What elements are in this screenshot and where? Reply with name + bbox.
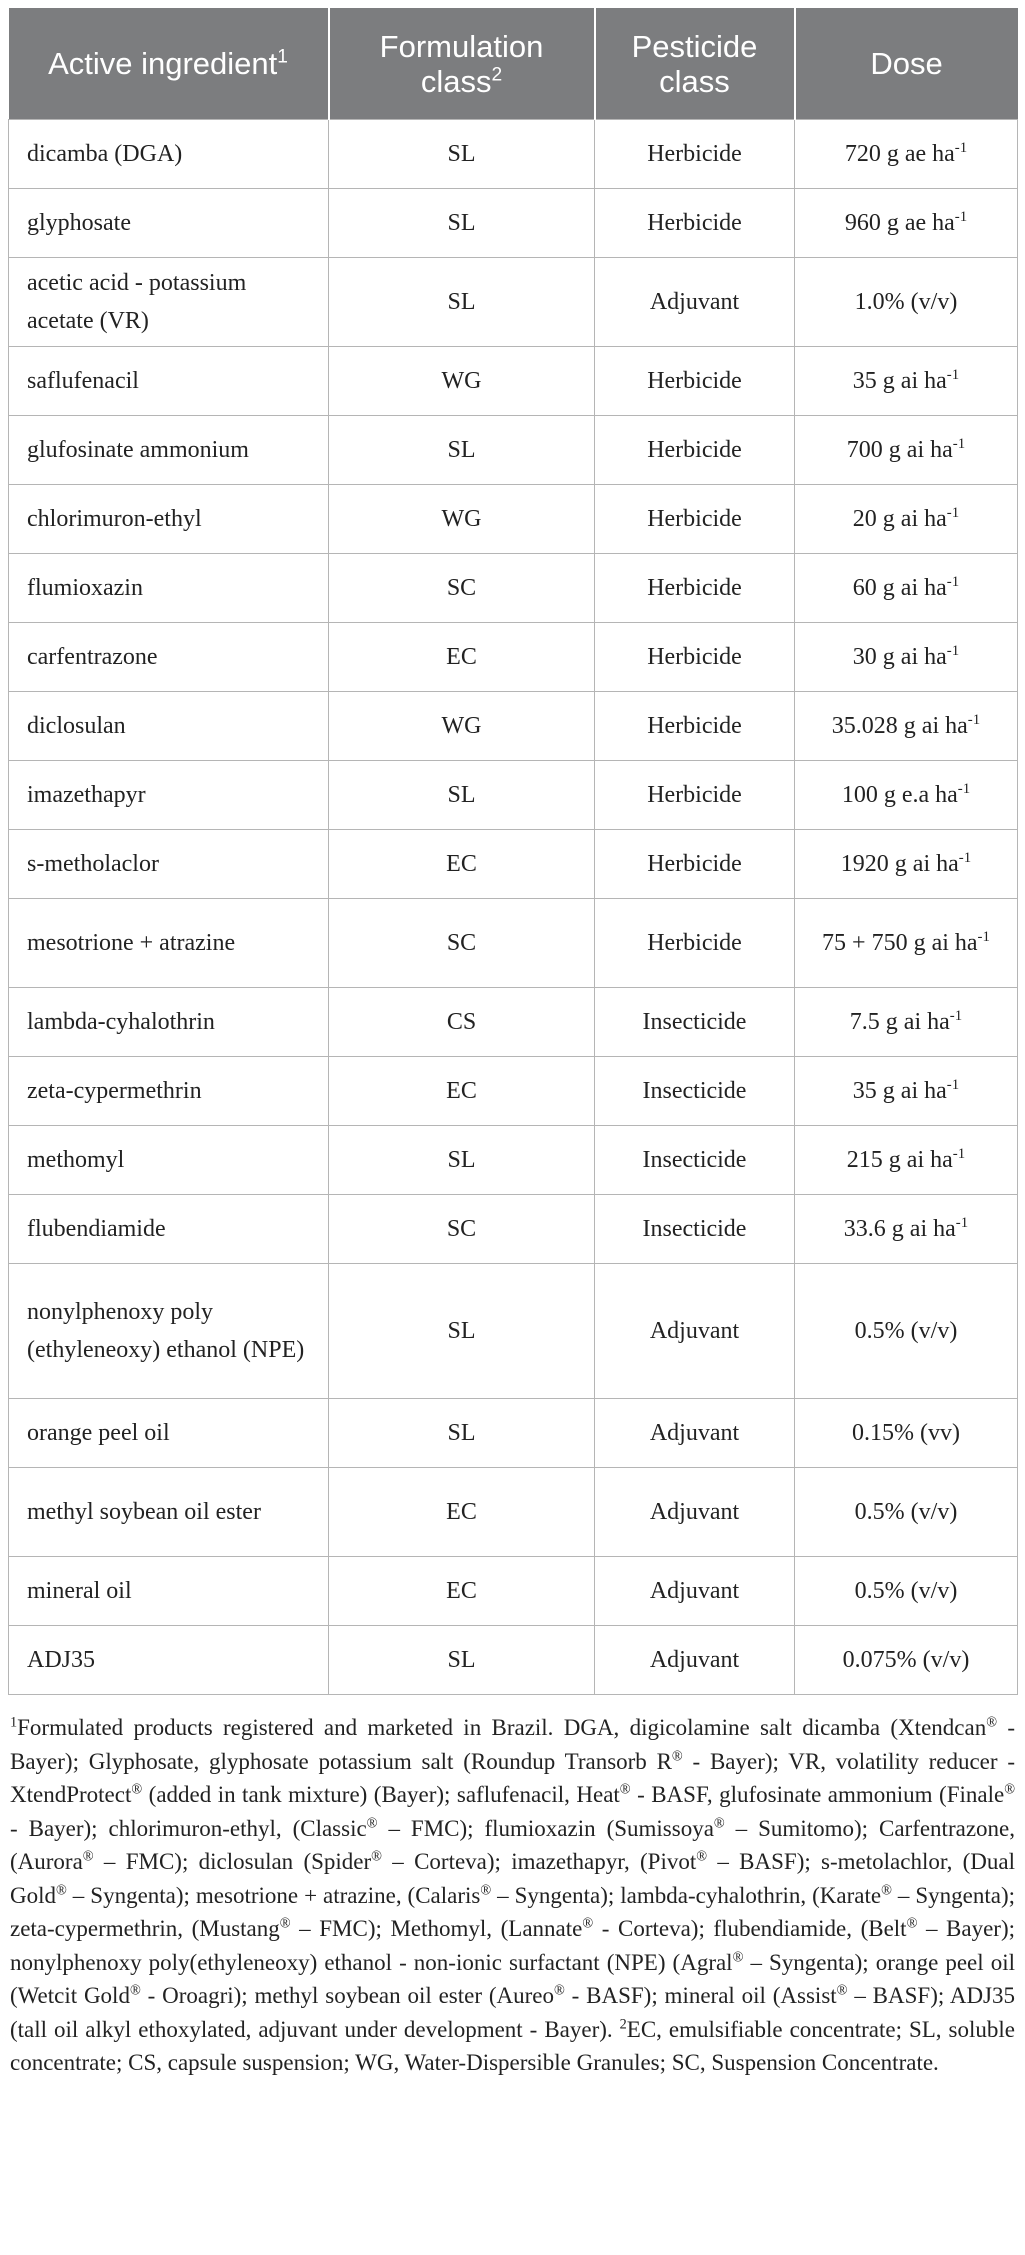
cell-active-ingredient: s-metholaclor <box>9 830 329 899</box>
cell-formulation-class: SL <box>329 1399 595 1468</box>
cell-formulation-class: EC <box>329 1557 595 1626</box>
cell-active-ingredient: saflufenacil <box>9 347 329 416</box>
cell-formulation-class: CS <box>329 988 595 1057</box>
cell-active-ingredient: mesotrione + atrazine <box>9 899 329 988</box>
cell-formulation-class: SL <box>329 1626 595 1695</box>
cell-pesticide-class: Adjuvant <box>595 1264 795 1399</box>
cell-pesticide-class: Insecticide <box>595 1126 795 1195</box>
table-row <box>9 1195 1018 1264</box>
cell-active-ingredient: imazethapyr <box>9 761 329 830</box>
table-row <box>9 347 1018 416</box>
cell-dose: 1920 g ai $ha^{-1}$ <box>795 830 1018 899</box>
cell-pesticide-class: Herbicide <box>595 623 795 692</box>
cell-formulation-class: WG <box>329 485 595 554</box>
cell-formulation-class: EC <box>329 1468 595 1557</box>
table-row <box>9 1264 1018 1399</box>
cell-formulation-class: WG <box>329 692 595 761</box>
cell-dose: 20 g ai $ha^{-1}$ <box>795 485 1018 554</box>
cell-pesticide-class: Insecticide <box>595 1195 795 1264</box>
cell-dose: 1.0% (v/v) <box>795 258 1018 347</box>
cell-pesticide-class: Adjuvant <box>595 1468 795 1557</box>
header-formulation-class: Formulation class$^2$ <box>329 8 595 120</box>
cell-formulation-class: SL <box>329 761 595 830</box>
cell-formulation-class: WG <box>329 347 595 416</box>
cell-active-ingredient: flubendiamide <box>9 1195 329 1264</box>
cell-dose: 33.6 g ai $ha^{-1}$ <box>795 1195 1018 1264</box>
table-row <box>9 485 1018 554</box>
cell-formulation-class: EC <box>329 623 595 692</box>
cell-dose: 35 g ai $ha^{-1}$ <box>795 1057 1018 1126</box>
cell-formulation-class: SL <box>329 1264 595 1399</box>
cell-dose: 35 g ai $ha^{-1}$ <box>795 347 1018 416</box>
cell-active-ingredient: acetic acid - potassium acetate (VR) <box>9 258 329 347</box>
cell-formulation-class: SC <box>329 899 595 988</box>
cell-dose: 0.15% (vv) <box>795 1399 1018 1468</box>
cell-active-ingredient: diclosulan <box>9 692 329 761</box>
cell-active-ingredient: methomyl <box>9 1126 329 1195</box>
cell-pesticide-class: Adjuvant <box>595 1399 795 1468</box>
cell-pesticide-class: Adjuvant <box>595 258 795 347</box>
cell-dose: 100 g e.a $ha^{-1}$ <box>795 761 1018 830</box>
cell-pesticide-class: Herbicide <box>595 189 795 258</box>
cell-active-ingredient: carfentrazone <box>9 623 329 692</box>
cell-dose: 30 g ai $ha^{-1}$ <box>795 623 1018 692</box>
cell-dose: 75 + 750 g ai $ha^{-1}$ <box>795 899 1018 988</box>
cell-formulation-class: EC <box>329 1057 595 1126</box>
table-row <box>9 988 1018 1057</box>
table-row <box>9 416 1018 485</box>
cell-pesticide-class: Herbicide <box>595 761 795 830</box>
cell-pesticide-class: Herbicide <box>595 830 795 899</box>
cell-pesticide-class: Herbicide <box>595 485 795 554</box>
table-row <box>9 1126 1018 1195</box>
cell-dose: 700 g ai $ha^{-1}$ <box>795 416 1018 485</box>
cell-dose: 0.075% (v/v) <box>795 1626 1018 1695</box>
cell-active-ingredient: nonylphenoxy poly (ethyleneoxy) ethanol (NPE) <box>9 1264 329 1399</box>
table-row <box>9 761 1018 830</box>
table-row <box>9 830 1018 899</box>
cell-formulation-class: SL <box>329 120 595 189</box>
cell-formulation-class: SL <box>329 258 595 347</box>
cell-pesticide-class: Insecticide <box>595 1057 795 1126</box>
cell-active-ingredient: ADJ35 <box>9 1626 329 1695</box>
header-dose: Dose <box>795 8 1018 120</box>
cell-formulation-class: SC <box>329 554 595 623</box>
table-row <box>9 1468 1018 1557</box>
table-row <box>9 1626 1018 1695</box>
table-row <box>9 1399 1018 1468</box>
table-row <box>9 554 1018 623</box>
table-container <box>8 8 1017 2080</box>
table-row <box>9 1557 1018 1626</box>
cell-active-ingredient: zeta-cypermethrin <box>9 1057 329 1126</box>
table-row <box>9 1057 1018 1126</box>
footnote-1: $^1$Formulated products registered and marketed in Brazil. DGA, digicolamine salt dicamba (Xtendcan® - Bayer); Glyphosate, glyphosate potassium salt (Roundup Transorb R® - Bayer); VR, volatility reducer - XtendProtect® (added in tank mixture) (Bayer); saflufenacil, Heat® - BASF, glufosinate ammonium (Finale® - Bayer); chlorimuron-ethyl, (Classic® – FMC); flumioxazin (Sumissoya® – Sumitomo); Carfentrazone, (Aurora® – FMC); diclosulan (Spider® – Corteva); imazethapyr, (Pivot® – BASF); s-metolachlor, (Dual Gold® – Syngenta); mesotrione + atrazine, (Calaris® – Syngenta); lambda-cyhalothrin, (Karate® – Syngenta); zeta-cypermethrin, (Mustang® – FMC); Methomyl, (Lannate® - Corteva); flubendiamide, (Belt® – Bayer); nonylphenoxy poly(ethyleneoxy) ethanol - non-ionic surfactant (NPE) (Agral® – Syngenta); orange peel oil (Wetcit Gold® - Oroagri); methyl soybean oil ester (Aureo® - BASF); mineral oil (Assist® – BASF); ADJ35 (tall oil alkyl ethoxylated, adjuvant under development - Bayer). $^2$EC, emulsifiable concentrate; SL, soluble concentrate; CS, capsule suspension; WG, Water-Dispersible Granules; SC, Suspension Concentrate. <box>10 1714 1016 2075</box>
cell-formulation-class: SL <box>329 1126 595 1195</box>
cell-pesticide-class: Herbicide <box>595 899 795 988</box>
cell-pesticide-class: Adjuvant <box>595 1626 795 1695</box>
cell-pesticide-class: Herbicide <box>595 120 795 189</box>
pesticide-table <box>8 8 1018 1695</box>
table-row <box>9 120 1018 189</box>
table-body <box>9 120 1018 1695</box>
cell-active-ingredient: chlorimuron-ethyl <box>9 485 329 554</box>
header-active-ingredient: Active ingredient$^1$ <box>9 8 329 120</box>
cell-active-ingredient: orange peel oil <box>9 1399 329 1468</box>
table-row <box>9 899 1018 988</box>
cell-dose: 0.5% (v/v) <box>795 1468 1018 1557</box>
cell-active-ingredient: glufosinate ammonium <box>9 416 329 485</box>
cell-active-ingredient: dicamba (DGA) <box>9 120 329 189</box>
cell-formulation-class: SL <box>329 189 595 258</box>
table-row <box>9 189 1018 258</box>
cell-active-ingredient: flumioxazin <box>9 554 329 623</box>
cell-dose: 960 g ae $ha^{-1}$ <box>795 189 1018 258</box>
cell-active-ingredient: glyphosate <box>9 189 329 258</box>
cell-formulation-class: EC <box>329 830 595 899</box>
cell-formulation-class: SC <box>329 1195 595 1264</box>
cell-pesticide-class: Herbicide <box>595 347 795 416</box>
table-row <box>9 692 1018 761</box>
cell-dose: 0.5% (v/v) <box>795 1557 1018 1626</box>
table-header-row <box>9 8 1018 120</box>
cell-pesticide-class: Herbicide <box>595 692 795 761</box>
cell-dose: 7.5 g ai $ha^{-1}$ <box>795 988 1018 1057</box>
cell-pesticide-class: Adjuvant <box>595 1557 795 1626</box>
cell-active-ingredient: methyl soybean oil ester <box>9 1468 329 1557</box>
footnote-2-text: EC, emulsifiable concentrate; SL, soluble concentrate; CS, capsule suspension; WG, Water-Dispersible Granules; SC, Suspension Concentrate. <box>10 2016 1015 2075</box>
cell-pesticide-class: Insecticide <box>595 988 795 1057</box>
cell-pesticide-class: Herbicide <box>595 554 795 623</box>
header-pesticide-class: Pesticide class <box>595 8 795 120</box>
cell-dose: 35.028 g ai $ha^{-1}$ <box>795 692 1018 761</box>
cell-active-ingredient: mineral oil <box>9 1557 329 1626</box>
footnote <box>8 1711 1017 2080</box>
footnote-1-text: Formulated products registered and marketed in Brazil. DGA, digicolamine salt dicamba (Xtendcan® - Bayer); Glyphosate, glyphosate potassium salt (Roundup Transorb R® - Bayer); VR, volatility reducer - XtendProtect® (added in tank mixture) (Bayer); saflufenacil, Heat® - BASF, glufosinate ammonium (Finale® - Bayer); chlorimuron-ethyl, (Classic® – FMC); flumioxazin (Sumissoya® – Sumitomo); Carfentrazone, (Aurora® – FMC); diclosulan (Spider® – Corteva); imazethapyr, (Pivot® – BASF); s-metolachlor, (Dual Gold® – Syngenta); mesotrione + atrazine, (Calaris® – Syngenta); lambda-cyhalothrin, (Karate® – Syngenta); zeta-cypermethrin, (Mustang® – FMC); Methomyl, (Lannate® - Corteva); flubendiamide, (Belt® – Bayer); nonylphenoxy poly(ethyleneoxy) ethanol - non-ionic surfactant (NPE) (Agral® – Syngenta); orange peel oil (Wetcit Gold® - Oroagri); methyl soybean oil ester (Aureo® - BASF); mineral oil (Assist® – BASF); ADJ35 (tall oil alkyl ethoxylated, adjuvant under development - Bayer). <box>10 1714 1016 2042</box>
cell-dose: 60 g ai $ha^{-1}$ <box>795 554 1018 623</box>
cell-formulation-class: SL <box>329 416 595 485</box>
table-row <box>9 623 1018 692</box>
table-row <box>9 258 1018 347</box>
cell-dose: 0.5% (v/v) <box>795 1264 1018 1399</box>
cell-pesticide-class: Herbicide <box>595 416 795 485</box>
cell-active-ingredient: lambda-cyhalothrin <box>9 988 329 1057</box>
cell-dose: 215 g ai $ha^{-1}$ <box>795 1126 1018 1195</box>
cell-dose: 720 g ae $ha^{-1}$ <box>795 120 1018 189</box>
